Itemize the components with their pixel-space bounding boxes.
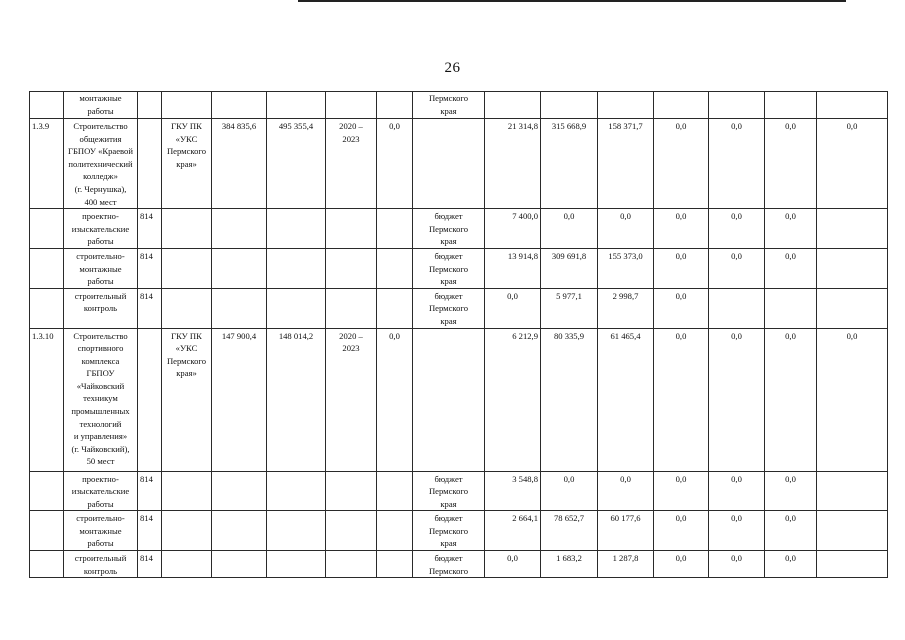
row-value-2: 5 977,1 [541,288,598,328]
row-value-1: 2 664,1 [485,511,541,551]
row-cost-current-cell [267,471,326,511]
row-value-2: 315 668,9 [541,119,598,209]
row-value-7 [817,471,888,511]
row-value-1: 21 314,8 [485,119,541,209]
row-source-cell: Пермского края [413,92,485,119]
row-value-4: 0,0 [654,119,709,209]
row-name-cell: строительно- монтажные работы [64,511,138,551]
row-period-cell [326,248,377,288]
row-value-3: 0,0 [598,209,654,249]
row-value-1: 13 914,8 [485,248,541,288]
row-value-2: 80 335,9 [541,328,598,471]
row-value-3 [598,92,654,119]
row-customer-cell: ГКУ ПК «УКС Пермского края» [162,119,212,209]
row-period-cell [326,209,377,249]
row-value-2: 1 683,2 [541,551,598,578]
row-name-cell: монтажные работы [64,92,138,119]
row-customer-cell [162,92,212,119]
row-readiness-cell: 0,0 [377,328,413,471]
row-code-cell [138,119,162,209]
row-name-cell: проектно- изыскательские работы [64,471,138,511]
row-customer-cell [162,471,212,511]
row-value-6 [765,288,817,328]
row-name-cell: строительный контроль [64,551,138,578]
top-rule [298,0,846,2]
row-customer-cell [162,248,212,288]
row-value-1: 6 212,9 [485,328,541,471]
row-value-3: 0,0 [598,471,654,511]
table-row-project [30,119,888,209]
row-customer-cell [162,209,212,249]
row-code-cell: 814 [138,288,162,328]
row-value-3: 1 287,8 [598,551,654,578]
row-readiness-cell [377,511,413,551]
row-cost-current-cell: 148 014,2 [267,328,326,471]
row-cost-total-cell: 384 835,6 [212,119,267,209]
table-row [30,248,888,288]
row-value-5 [709,92,765,119]
row-source-cell: бюджет Пермского [413,551,485,578]
row-code-cell: 814 [138,511,162,551]
row-id-cell [30,511,64,551]
row-value-6: 0,0 [765,209,817,249]
row-name-cell: строительный контроль [64,288,138,328]
row-readiness-cell [377,209,413,249]
row-name-cell: проектно- изыскательские работы [64,209,138,249]
page-number: 26 [444,60,461,76]
row-cost-current-cell [267,248,326,288]
row-value-1: 3 548,8 [485,471,541,511]
row-cost-total-cell: 147 900,4 [212,328,267,471]
row-value-1: 0,0 [485,551,541,578]
row-readiness-cell [377,248,413,288]
row-name-cell: строительно- монтажные работы [64,248,138,288]
row-source-cell: бюджет Пермского края [413,248,485,288]
row-code-cell [138,328,162,471]
row-value-1 [485,92,541,119]
row-name-cell: Строительство спортивного комплекса ГБПОУ «Чайковский техникум промышленных технологий и управления» (г. Чайковский), 50 мест [64,328,138,471]
row-value-3: 60 177,6 [598,511,654,551]
row-id-cell [30,551,64,578]
row-value-6: 0,0 [765,119,817,209]
row-value-4: 0,0 [654,328,709,471]
row-name-cell: Строительство общежития ГБПОУ «Краевой политехнический колледж» (г. Чернушка), 400 мест [64,119,138,209]
row-cost-current-cell [267,551,326,578]
row-value-5: 0,0 [709,511,765,551]
row-source-cell: бюджет Пермского края [413,288,485,328]
row-cost-current-cell [267,511,326,551]
row-value-5: 0,0 [709,551,765,578]
row-value-3: 2 998,7 [598,288,654,328]
table-row [30,551,888,578]
row-code-cell [138,92,162,119]
row-value-7 [817,288,888,328]
row-period-cell [326,511,377,551]
row-value-2: 309 691,8 [541,248,598,288]
row-value-5: 0,0 [709,328,765,471]
row-value-1: 7 400,0 [485,209,541,249]
row-id-cell: 1.3.9 [30,119,64,209]
budget-table [29,91,888,578]
row-id-cell [30,288,64,328]
row-period-cell: 2020 – 2023 [326,119,377,209]
table-row [30,209,888,249]
row-customer-cell [162,551,212,578]
row-period-cell [326,471,377,511]
row-cost-total-cell [212,551,267,578]
row-id-cell [30,248,64,288]
row-readiness-cell [377,551,413,578]
row-cost-total-cell [212,471,267,511]
row-readiness-cell [377,471,413,511]
row-cost-current-cell: 495 355,4 [267,119,326,209]
row-value-3: 158 371,7 [598,119,654,209]
row-value-6: 0,0 [765,248,817,288]
row-readiness-cell [377,288,413,328]
row-value-5: 0,0 [709,119,765,209]
row-value-4: 0,0 [654,511,709,551]
row-value-7 [817,511,888,551]
row-cost-total-cell [212,209,267,249]
row-id-cell [30,471,64,511]
row-value-1: 0,0 [485,288,541,328]
row-value-6: 0,0 [765,328,817,471]
row-value-7 [817,248,888,288]
row-value-5: 0,0 [709,248,765,288]
table-row [30,92,888,119]
table-row-project [30,328,888,471]
table-row [30,288,888,328]
row-value-5: 0,0 [709,209,765,249]
row-code-cell: 814 [138,248,162,288]
row-value-5 [709,288,765,328]
row-value-7 [817,551,888,578]
row-customer-cell [162,288,212,328]
row-value-3: 61 465,4 [598,328,654,471]
table-row [30,471,888,511]
row-value-7 [817,92,888,119]
row-value-6: 0,0 [765,471,817,511]
row-value-4 [654,92,709,119]
row-value-4: 0,0 [654,209,709,249]
row-customer-cell [162,511,212,551]
row-value-4: 0,0 [654,288,709,328]
row-period-cell [326,551,377,578]
row-source-cell [413,119,485,209]
row-value-2: 0,0 [541,209,598,249]
row-value-2: 78 652,7 [541,511,598,551]
row-period-cell [326,288,377,328]
row-value-7: 0,0 [817,119,888,209]
row-cost-total-cell [212,92,267,119]
row-code-cell: 814 [138,209,162,249]
row-cost-total-cell [212,248,267,288]
row-period-cell: 2020 – 2023 [326,328,377,471]
row-value-3: 155 373,0 [598,248,654,288]
row-value-6: 0,0 [765,511,817,551]
row-value-7 [817,209,888,249]
row-value-4: 0,0 [654,248,709,288]
row-cost-current-cell [267,288,326,328]
row-period-cell [326,92,377,119]
row-customer-cell: ГКУ ПК «УКС Пермского края» [162,328,212,471]
row-code-cell: 814 [138,551,162,578]
row-cost-total-cell [212,288,267,328]
table-row [30,511,888,551]
row-cost-current-cell [267,209,326,249]
row-value-4: 0,0 [654,551,709,578]
row-value-6 [765,92,817,119]
row-cost-total-cell [212,511,267,551]
row-value-6: 0,0 [765,551,817,578]
row-value-2: 0,0 [541,471,598,511]
row-readiness-cell: 0,0 [377,119,413,209]
row-source-cell [413,328,485,471]
row-id-cell: 1.3.10 [30,328,64,471]
row-value-7: 0,0 [817,328,888,471]
row-cost-current-cell [267,92,326,119]
row-code-cell: 814 [138,471,162,511]
row-value-5: 0,0 [709,471,765,511]
row-value-2 [541,92,598,119]
row-source-cell: бюджет Пермского края [413,471,485,511]
row-id-cell [30,92,64,119]
row-readiness-cell [377,92,413,119]
row-value-4: 0,0 [654,471,709,511]
row-source-cell: бюджет Пермского края [413,209,485,249]
row-id-cell [30,209,64,249]
row-source-cell: бюджет Пермского края [413,511,485,551]
